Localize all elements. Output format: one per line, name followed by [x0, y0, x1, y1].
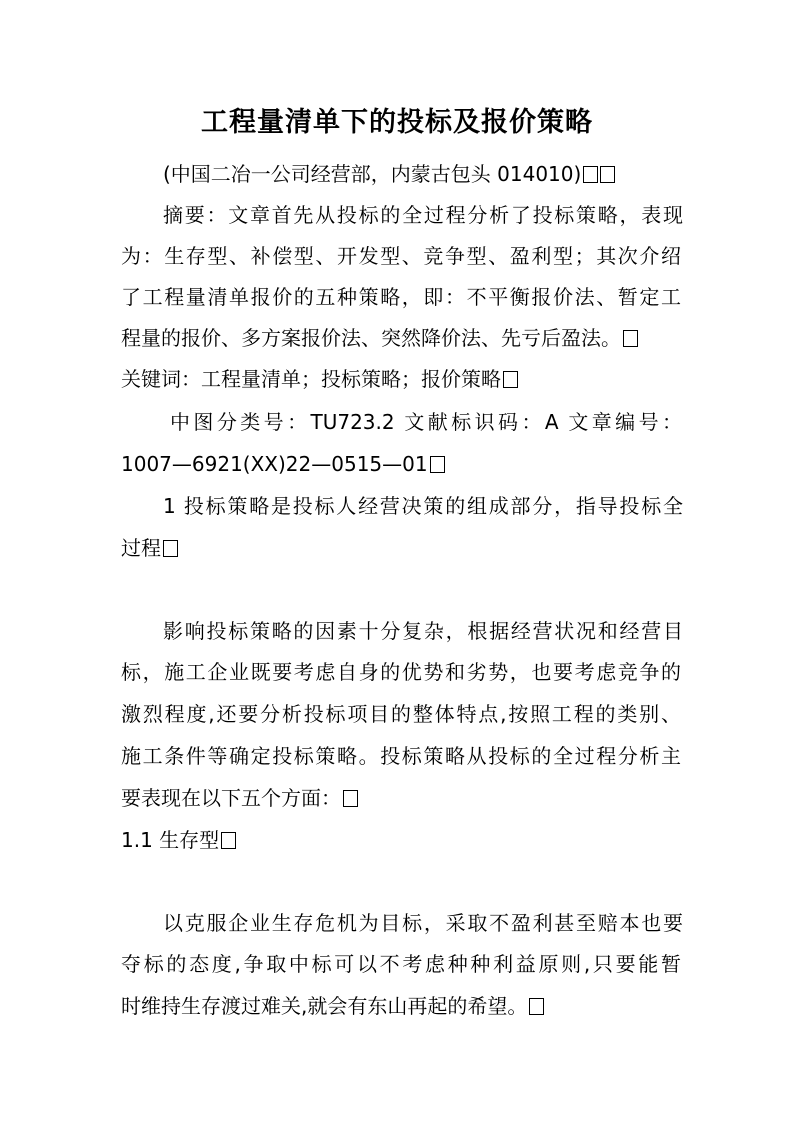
missing-glyph-box — [430, 456, 445, 473]
missing-glyph-box — [221, 832, 236, 849]
subsection-1-1-heading: 1.1 生存型 — [121, 828, 681, 852]
survival-paragraph-line-1: 以克服企业生存危机为目标，采取不盈利甚至赔本也要 — [163, 911, 683, 935]
abstract-line-3: 了工程量清单报价的五种策略，即：不平衡报价法、暂定工 — [121, 285, 681, 309]
missing-glyph-box — [529, 998, 544, 1015]
survival-paragraph-line-3: 时维持生存渡过难关,就会有东山再起的希望。 — [121, 994, 681, 1018]
missing-glyph-box — [163, 540, 178, 557]
classification-line-1: 中图分类号：TU723.2 文献标识码：A 文章编号： — [170, 410, 682, 434]
missing-glyph-box — [623, 330, 638, 347]
influence-paragraph-line-2: 标，施工企业既要考虑自身的优势和劣势，也要考虑竞争的 — [121, 660, 681, 684]
influence-paragraph-line-3: 激烈程度,还要分析投标项目的整体特点,按照工程的类别、 — [121, 702, 681, 726]
author-affiliation: (中国二冶一公司经营部，内蒙古包头 014010) — [163, 162, 683, 186]
abstract-line-4: 程量的报价、多方案报价法、突然降价法、先亏后盈法。 — [121, 326, 681, 350]
missing-glyph-box — [600, 166, 615, 183]
classification-line-2: 1007—6921(XX)22—0515—01 — [121, 452, 681, 476]
missing-glyph-box — [503, 371, 518, 388]
keywords-line: 关键词：工程量清单；投标策略；报价策略 — [121, 367, 681, 391]
section-1-heading-line-1: 1 投标策略是投标人经营决策的组成部分，指导投标全 — [163, 494, 683, 518]
section-1-heading-line-2: 过程 — [121, 536, 681, 560]
influence-paragraph-line-1: 影响投标策略的因素十分复杂，根据经营状况和经营目 — [163, 619, 683, 643]
influence-paragraph-line-4: 施工条件等确定投标策略。投标策略从投标的全过程分析主 — [121, 744, 681, 768]
abstract-line-2: 为：生存型、补偿型、开发型、竞争型、盈利型；其次介绍 — [121, 244, 681, 268]
missing-glyph-box — [343, 790, 358, 807]
survival-paragraph-line-2: 夺标的态度,争取中标可以不考虑种种利益原则,只要能暂 — [121, 952, 681, 976]
document-title: 工程量清单下的投标及报价策略 — [201, 107, 593, 138]
influence-paragraph-line-5: 要表现在以下五个方面： — [121, 786, 681, 810]
missing-glyph-box — [583, 166, 598, 183]
abstract-line-1: 摘要：文章首先从投标的全过程分析了投标策略，表现 — [163, 203, 683, 227]
